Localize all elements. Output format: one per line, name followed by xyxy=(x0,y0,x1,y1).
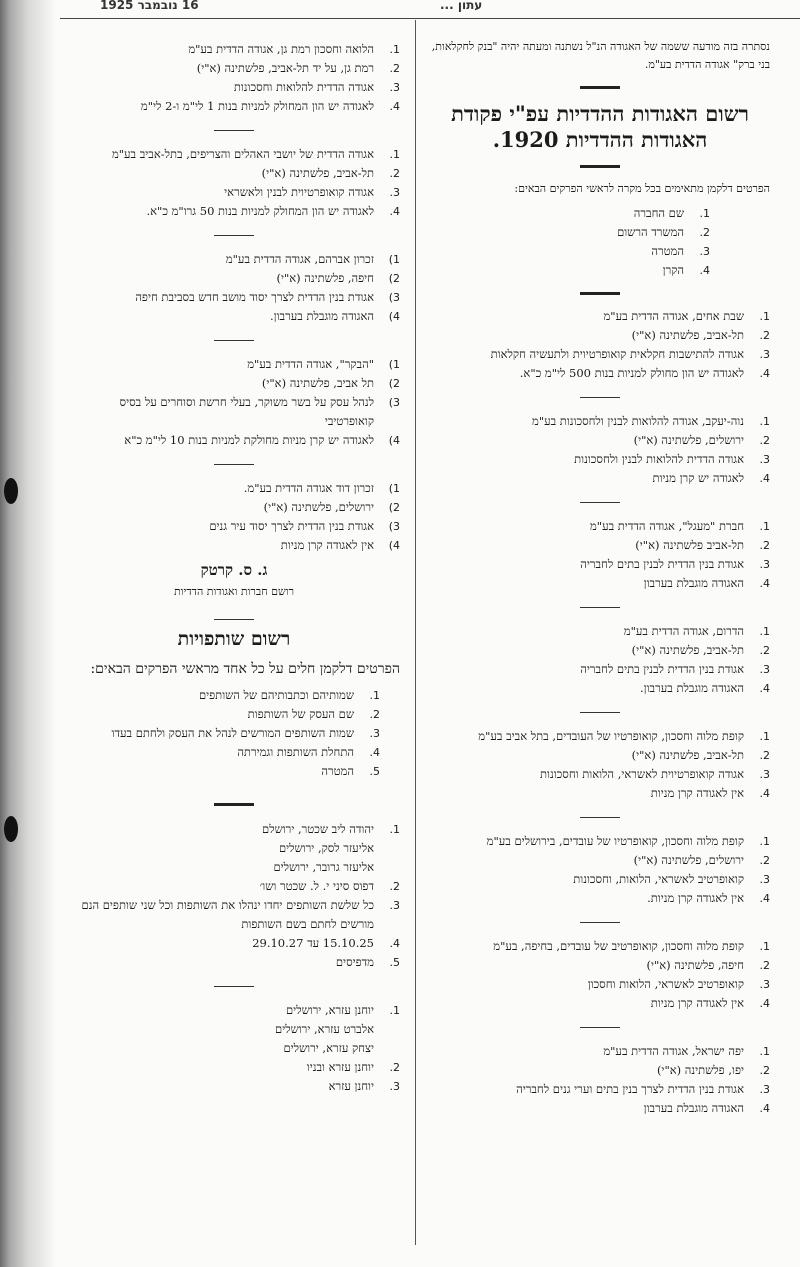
right-column xyxy=(430,38,770,1118)
registry-entries xyxy=(430,307,770,1118)
list-item: 2. שם העסק של השותפות xyxy=(247,707,380,721)
separator xyxy=(580,502,620,503)
list-item: 2. ירושלים, פלשתינה (א"י) xyxy=(633,853,770,867)
list-item: 4. אין לאגודה קרן מניות. xyxy=(647,891,770,905)
scan-edge xyxy=(0,0,56,1267)
list-item: 2) חיפה, פלשתינה (א"י) xyxy=(276,271,400,285)
partner-name: יצחק עזרא, ירושלים xyxy=(283,1041,374,1055)
list-item: 3. קואופרטיב לאשראי, הלואות, וחסכונות xyxy=(573,872,770,886)
list-item: 4. התחלת השותפות וגמירתה xyxy=(237,745,380,759)
list-item: 2) ירושלים, פלשתינה (א"י) xyxy=(263,500,400,514)
key-explanation: הפרטים דלקמן מתאימים בכל מקרה לראשי הפרקים הבאים: xyxy=(514,182,770,195)
list-item: 3. כל שלשת השותפים יחדו ינהלו את השותפות וכל שני שותפים הנם מורשים לחתם בשם השותפות xyxy=(81,898,400,931)
list-item: 2. יוחנן עזרא ובניו xyxy=(306,1060,400,1074)
registry-entry xyxy=(68,40,400,116)
list-item: 1. חברת "מעגל", אגודה הדדית בע"מ xyxy=(589,519,770,533)
binder-hole xyxy=(4,816,18,842)
list-item: 1) "הבקר", אגודה הדדית בע"מ xyxy=(247,357,400,371)
list-item: 1. שם החברה xyxy=(633,206,710,220)
list-item: 1. הלואה וחסכון רמת גן, אגודה הדדית בע"מ xyxy=(188,42,400,56)
separator xyxy=(580,712,620,713)
list-item: 3. יוחנן עזרא xyxy=(328,1079,400,1093)
separator xyxy=(580,817,620,818)
list-item: 3. אגודה הדדית להלואות וחסכונות xyxy=(233,80,400,94)
list-item: 3. המטרה xyxy=(651,244,710,258)
list-item: 3. אגודה הדדית להלואות לבנין ולחסכונות xyxy=(574,452,770,466)
intro-note: נסתרה בזה מודעה ששמה של האגודה הנ"ל נשתנה ומעתה יהיה "בנק לחקלאות, בני ברק" אגודה הדדית בע"מ. xyxy=(431,40,770,71)
separator xyxy=(580,292,620,295)
registry-entry xyxy=(430,517,770,593)
partner-name: אלברט עזרא, ירושלים xyxy=(275,1022,374,1036)
registry-entry xyxy=(430,832,770,908)
list-item: 1) זכרון אברהם, אגודה הדדית בע"מ xyxy=(225,252,400,266)
list-item: 2. ירושלים, פלשתינה (א"י) xyxy=(633,433,770,447)
list-item: 3. אגודה להתישבות חקלאית קואופרטיוית ולתעשיה חקלאות xyxy=(490,347,770,361)
page-header xyxy=(60,0,800,19)
separator xyxy=(580,607,620,608)
key-list xyxy=(430,204,770,280)
list-item: 3. קואופרטיב לאשראי, הלואות וחסכון xyxy=(587,977,770,991)
registry-entry xyxy=(430,937,770,1013)
list-item: 1. יהודה ליב שכטר, ירושלם xyxy=(262,822,400,836)
registry-entry xyxy=(68,250,400,326)
registry-entry xyxy=(430,622,770,698)
list-item: 2. תל-אביב, פלשתינה (א"י) xyxy=(631,643,770,657)
list-item: 4) אין לאגודה קרן מניות xyxy=(280,538,400,552)
list-item: 3) אגודת בנין הדדית לצרך יסוד עיר גנים xyxy=(209,519,400,533)
list-item: 2. יפו, פלשתינה (א"י) xyxy=(656,1063,770,1077)
separator xyxy=(580,86,620,89)
partner-name: אליעזר גרובר, ירושלים xyxy=(273,860,374,874)
list-item: 1. שבת אחים, אגודה הדדית בע"מ xyxy=(603,309,770,323)
list-item: 2. רמת גן, על יד תל-אביב, פלשתינה (א"י) xyxy=(196,61,400,75)
list-item: 4. לאגודה יש הון המחולק למניות בנות 50 גרו"מ כ"א. xyxy=(146,204,400,218)
list-item: 4. האגודה מוגבלת בערבון xyxy=(643,1101,770,1115)
separator xyxy=(214,464,254,465)
registry-entry xyxy=(68,355,400,450)
header-date: 1925 ‏16 נובמבר xyxy=(100,0,199,12)
registry-entry xyxy=(68,479,400,555)
list-item: 4) לאגודה יש קרן מניות מחולקת למניות בנות 10 לי"מ כ"א xyxy=(124,433,400,447)
list-item: 4. אין לאגודה קרן מניות xyxy=(650,786,770,800)
list-item: 3) לנהל עסק על בשר משוקר, בעלי חרשת וסוחרים על בסיס קואופרטיבי xyxy=(119,395,400,428)
list-item: 1. קופת מלוה וחסכון, קואופרטיו של העובדים, בתל אביב בע"מ xyxy=(478,729,770,743)
registry-entries xyxy=(68,40,400,221)
partnership-key-list xyxy=(68,686,400,781)
list-item: 5. המטרה xyxy=(321,764,380,778)
list-item: 1. אגודה הדדית של יושבי האהלים והצריפים, בתל-אביב בע"מ xyxy=(111,147,400,161)
list-item: 2. תל-אביב, פלשתינה (א"י) xyxy=(631,748,770,762)
list-item: 2. תל-אביב פלשתינה (א"י) xyxy=(635,538,770,552)
separator xyxy=(214,130,254,131)
list-item: 4. לאגודה יש הון מחולק למניות בנות 500 לי"מ כ"א. xyxy=(519,366,770,380)
registry-entry xyxy=(430,307,770,383)
list-item: 1. קופת מלוה וחסכון, קואופרטיב של עובדים, בחיפה, בע"מ xyxy=(493,939,770,953)
separator xyxy=(580,165,620,168)
separator xyxy=(214,340,254,341)
list-item: 1. יוחנן עזרא, ירושלים xyxy=(286,1003,400,1017)
list-item: 4. האגודה מוגבלת בערבון. xyxy=(640,681,770,695)
partnership-heading: רשום שותפויות xyxy=(177,628,291,650)
list-item: 4) האגודה מוגבלת בערבון. xyxy=(270,309,400,323)
left-column xyxy=(68,40,400,1096)
list-item: 1. נוה-יעקב, אגודה להלואות לבנין ולחסכונות בע"מ xyxy=(532,414,770,428)
registry-entry xyxy=(430,412,770,488)
list-item: 2. חיפה, פלשתינה (א"י) xyxy=(646,958,770,972)
separator xyxy=(214,235,254,236)
registry-heading: רשום האגודות ההדדיות עפ"י פקודת האגודות ההדדיות 1920. xyxy=(451,101,749,152)
separator xyxy=(214,803,254,806)
separator xyxy=(580,922,620,923)
registry-entry xyxy=(68,145,400,221)
list-item: 3. אגודת בנין הדדית לצרך בנין בתים וערי גנים לחבריה xyxy=(516,1082,770,1096)
registry-entry xyxy=(430,1042,770,1118)
registrar-signature: ג. ס. קרטק xyxy=(200,561,268,579)
separator xyxy=(214,986,254,987)
binder-hole xyxy=(4,478,18,504)
list-item: 3) אגודת בנין הדדית לצרך יסוד מושב חדש בסביבת חיפה xyxy=(135,290,400,304)
separator xyxy=(214,619,254,620)
separator xyxy=(580,1027,620,1028)
registrar-title: רושם חברות ואגודות הדדיות xyxy=(173,585,295,598)
list-item: 1. קופת מלוה וחסכון, קואופרטיו של עובדים, בירושלים בע"מ xyxy=(486,834,770,848)
partner-name: אליעזר לסק, ירושלים xyxy=(278,841,374,855)
list-item: 2. דפוס סיני י. ל. שכטר ושו׳ xyxy=(259,879,400,893)
header-title: עתון ... xyxy=(440,0,483,12)
list-item: 1. הדרום, אגודה הדדית בע"מ xyxy=(623,624,770,638)
list-item: 4. 15.10.25 עד 29.10.27 xyxy=(252,936,400,950)
list-item: 4. אין לאגודה קרן מניות xyxy=(650,996,770,1010)
list-item: 1. יפה ישראל, אגודה הדדית בע"מ xyxy=(603,1044,770,1058)
partnership-entry xyxy=(68,1001,400,1096)
registry-entry xyxy=(430,727,770,803)
list-item: 4. לאגודה יש קרן מניות xyxy=(652,471,770,485)
list-item: 1. שמותיהם וכתבותיהם של השותפים xyxy=(198,688,380,702)
list-item: 3. שמות השותפים המורשים לנהל את העסק ולחתם בעדו xyxy=(111,726,380,740)
list-item: 2. תל-אביב, פלשתינה (א"י) xyxy=(631,328,770,342)
registry-entries xyxy=(68,235,400,555)
list-item: 4. לאגודה יש הון המחולק למניות בנות 1 לי"מ ו-2 לי"מ xyxy=(140,99,400,113)
list-item: 1) זכרון דוד אגודה הדדית בע"מ. xyxy=(243,481,400,495)
separator xyxy=(580,397,620,398)
list-item: 4. הקרן xyxy=(662,263,710,277)
partnership-intro: הפרטים דלקמן חלים על כל אחד מראשי הפרקים הבאים: xyxy=(90,661,400,677)
list-item: 3. אגודה קואופרטיוית לאשראי, הלואות וחסכונות xyxy=(540,767,770,781)
list-item: 3. אגודה קואופרטיוית לבנין ולאשראי xyxy=(224,185,400,199)
list-item: 4. האגודה מוגבלת בערבון xyxy=(643,576,770,590)
list-item: 5. מדפיסים xyxy=(335,955,400,969)
list-item: 3. אגודת בנין הדדית לבנין בתים לחבריה xyxy=(580,662,770,676)
column-divider xyxy=(415,20,416,1245)
partnership-entry xyxy=(68,820,400,972)
list-item: 2. המשרד הרשום xyxy=(617,225,710,239)
list-item: 2) תל אביב, פלשתינה (א"י) xyxy=(261,376,400,390)
list-item: 3. אגודת בנין הדדית לבנין בתים לחבריה xyxy=(580,557,770,571)
list-item: 2. תל-אביב, פלשתינה (א"י) xyxy=(261,166,400,180)
